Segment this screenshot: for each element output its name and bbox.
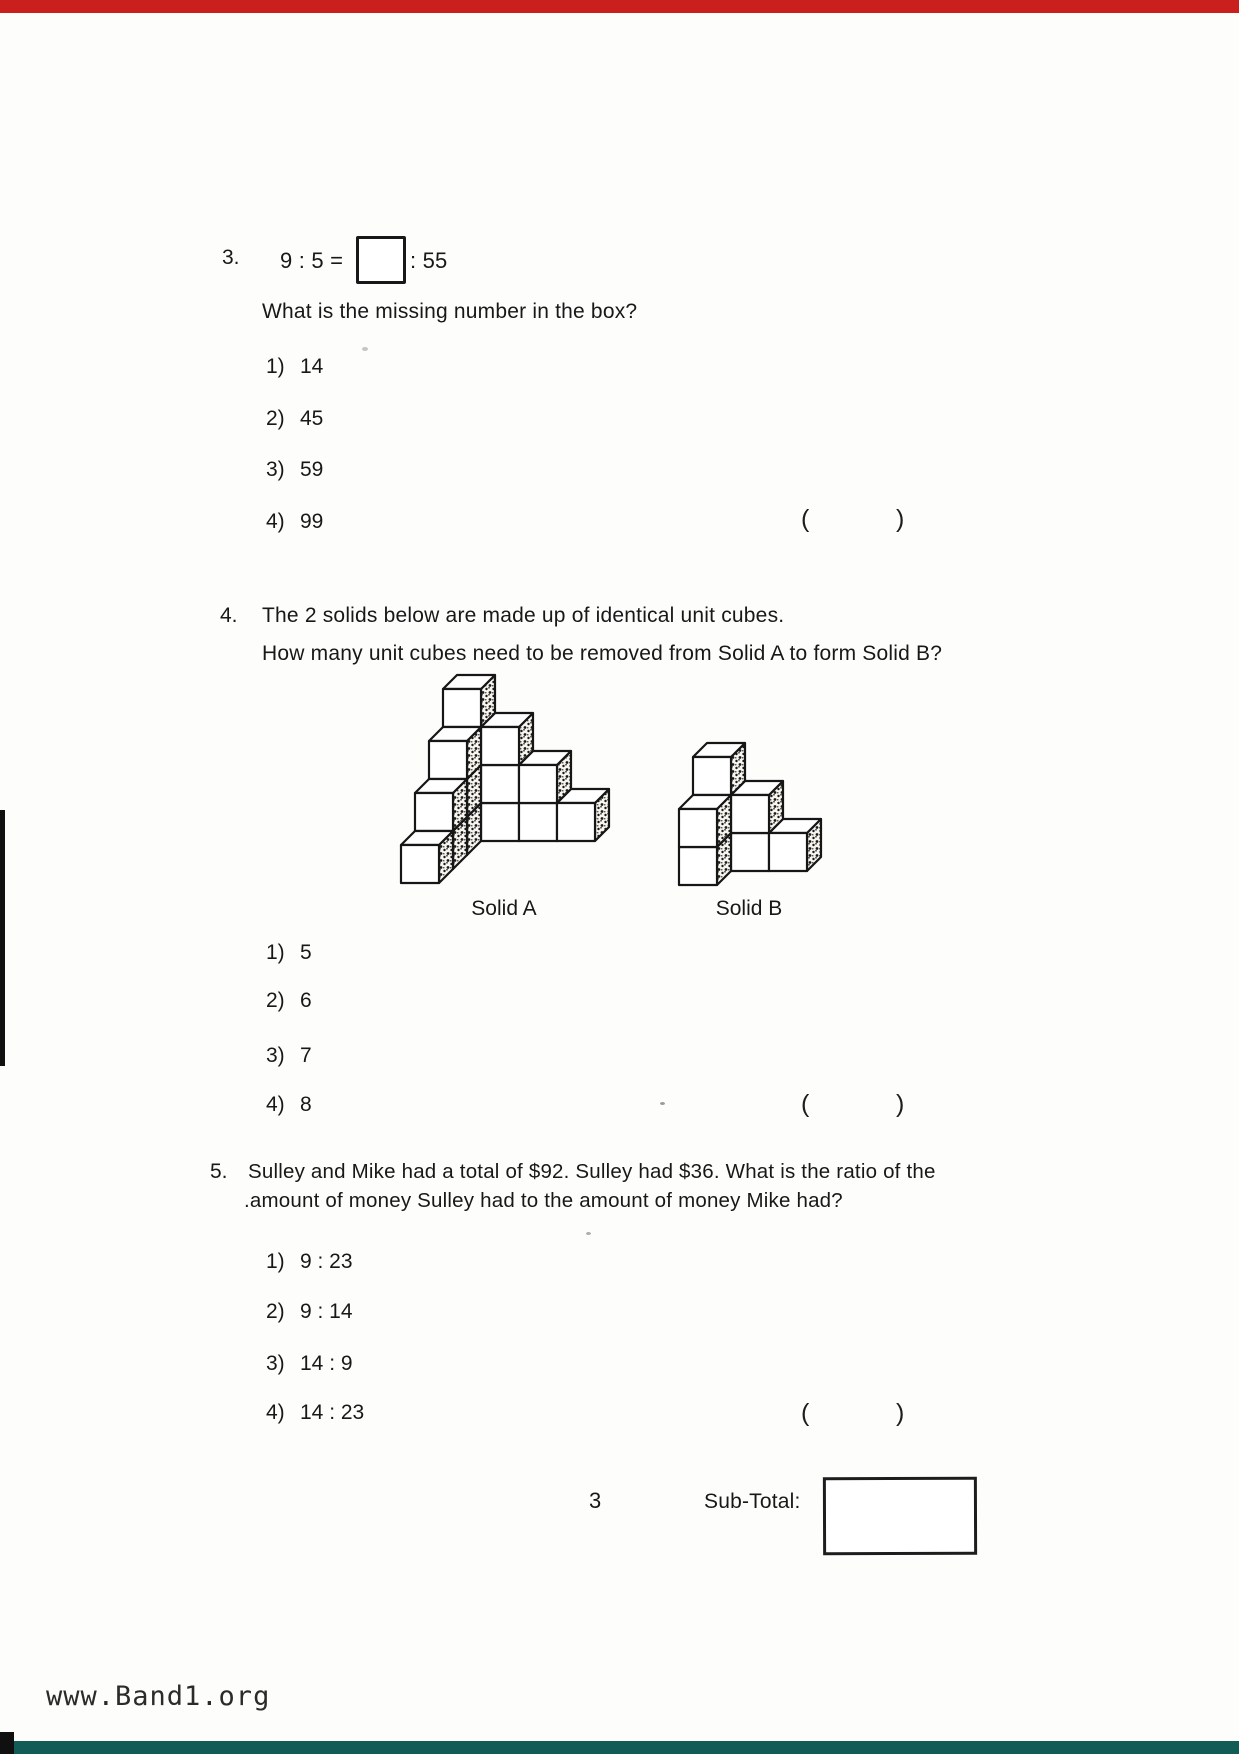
scan-speck xyxy=(362,347,368,351)
option-label: 3) xyxy=(266,1044,285,1067)
option-label: 2) xyxy=(266,989,285,1012)
answer-bracket-open: ( xyxy=(801,505,810,533)
option-row xyxy=(266,407,323,431)
equation-left: 9 : 5 = xyxy=(280,248,344,273)
option-label: 3) xyxy=(266,1352,285,1375)
answer-bracket-open: ( xyxy=(801,1399,810,1427)
solid-b-cubes-drawing xyxy=(676,740,824,888)
subtotal-box xyxy=(823,1477,977,1556)
option-row xyxy=(266,355,323,379)
option-value: 9 : 23 xyxy=(300,1250,353,1273)
option-value: 7 xyxy=(300,1044,312,1067)
answer-bracket-close: ) xyxy=(896,1399,905,1427)
option-value: 59 xyxy=(300,458,324,481)
option-row xyxy=(266,1044,312,1068)
option-row xyxy=(266,1250,353,1274)
watermark-url: www.Band1.org xyxy=(46,1681,271,1712)
option-label: 1) xyxy=(266,355,285,378)
option-value: 45 xyxy=(300,407,324,430)
option-value: 14 : 23 xyxy=(300,1401,365,1424)
question-text-line1: The 2 solids below are made up of identical unit cubes. xyxy=(262,604,785,627)
scan-artifact-left-line xyxy=(0,810,5,1066)
option-label: 2) xyxy=(266,1300,285,1323)
answer-bracket-open: ( xyxy=(801,1090,810,1118)
question-number: 5. xyxy=(210,1160,228,1183)
option-label: 1) xyxy=(266,1250,285,1273)
option-row xyxy=(266,1401,364,1425)
option-value: 6 xyxy=(300,989,312,1012)
question-text-line2: .amount of money Sulley had to the amount of money Mike had? xyxy=(244,1189,843,1212)
option-row xyxy=(266,510,323,534)
bottom-edge-scan-bar xyxy=(0,1741,1239,1754)
option-label: 4) xyxy=(266,1093,285,1116)
option-label: 1) xyxy=(266,941,285,964)
solid-a-diagram xyxy=(398,672,612,891)
option-value: 14 : 9 xyxy=(300,1352,353,1375)
question-text-line2: How many unit cubes need to be removed from Solid A to form Solid B? xyxy=(262,642,943,665)
option-value: 5 xyxy=(300,941,312,964)
option-row xyxy=(266,1093,312,1117)
solid-b-label: Solid B xyxy=(715,897,783,920)
subtotal-label: Sub-Total: xyxy=(704,1490,801,1513)
scan-speck xyxy=(586,1232,591,1235)
option-row xyxy=(266,1352,353,1376)
option-row xyxy=(266,941,312,965)
option-label: 4) xyxy=(266,1401,285,1424)
answer-bracket-close: ) xyxy=(896,505,905,533)
option-label: 2) xyxy=(266,407,285,430)
solid-a-cubes-drawing xyxy=(398,672,612,886)
scan-speck xyxy=(660,1102,665,1105)
question-number: 3. xyxy=(222,246,240,269)
question-number: 4. xyxy=(220,604,238,627)
missing-number-box xyxy=(356,236,406,284)
option-label: 3) xyxy=(266,458,285,481)
option-value: 99 xyxy=(300,510,324,533)
answer-bracket-close: ) xyxy=(896,1090,905,1118)
option-row xyxy=(266,989,312,1013)
option-row xyxy=(266,458,323,482)
page-number: 3 xyxy=(589,1488,602,1513)
option-label: 4) xyxy=(266,510,285,533)
option-value: 8 xyxy=(300,1093,312,1116)
solid-b-diagram xyxy=(676,740,824,893)
solid-a-label: Solid A xyxy=(471,897,537,920)
option-value: 9 : 14 xyxy=(300,1300,353,1323)
question-prompt: What is the missing number in the box? xyxy=(262,300,638,323)
option-value: 14 xyxy=(300,355,324,378)
question-text-line1: Sulley and Mike had a total of $92. Sulley had $36. What is the ratio of the xyxy=(248,1160,936,1183)
equation-right: : 55 xyxy=(410,248,448,273)
bottom-edge-black-mark xyxy=(0,1732,14,1754)
option-row xyxy=(266,1300,353,1324)
